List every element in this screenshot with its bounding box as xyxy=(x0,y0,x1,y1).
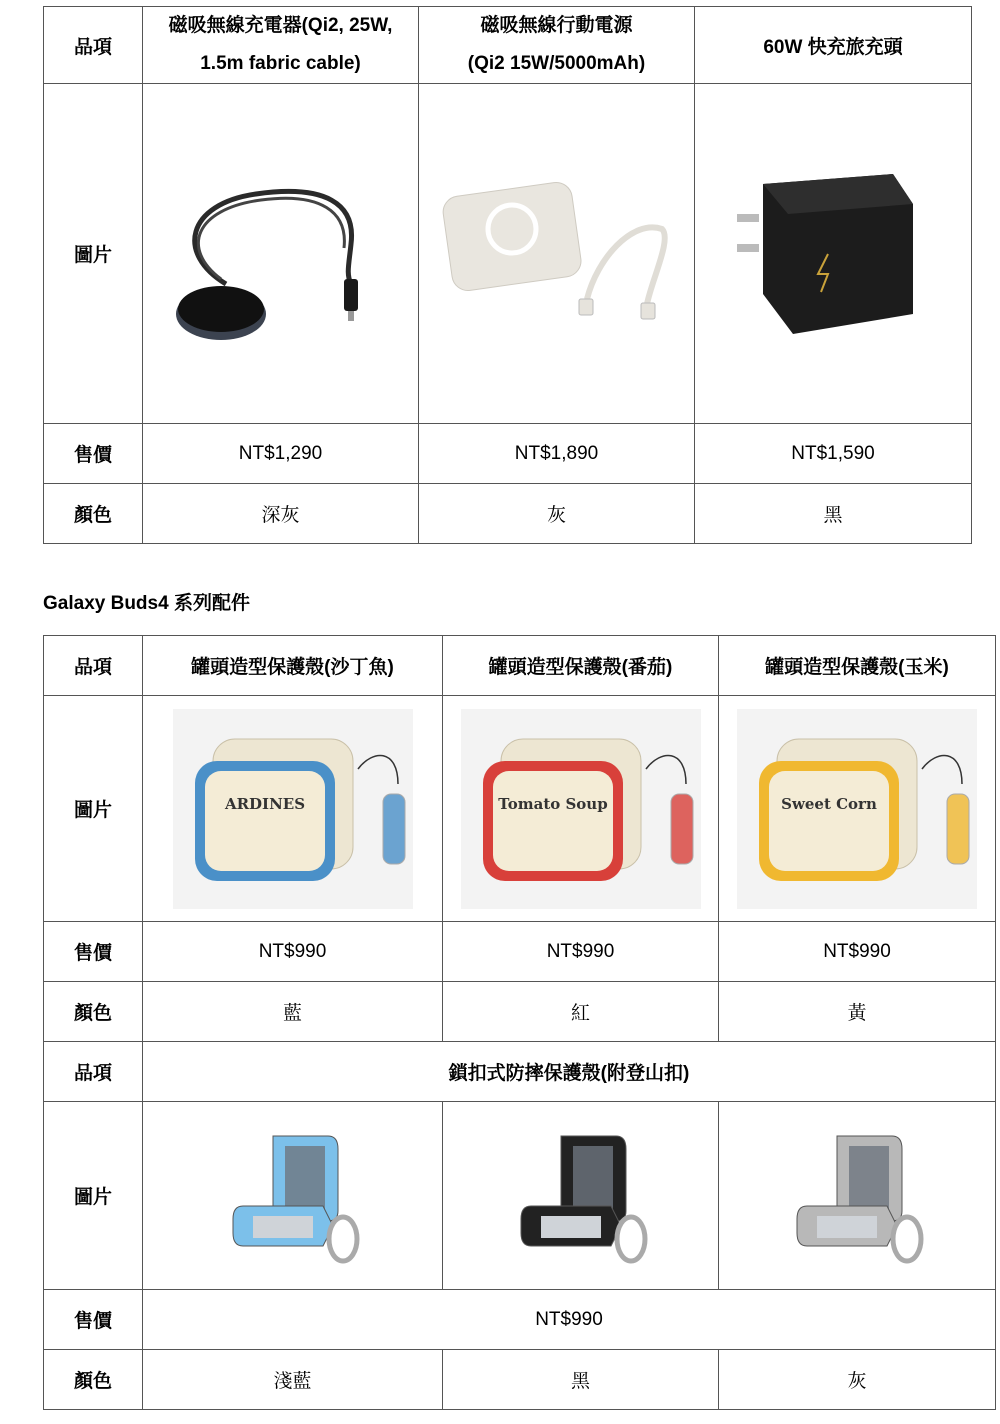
row-label-color: 顏色 xyxy=(44,1350,143,1410)
product-image-lock-case xyxy=(143,1102,443,1290)
product-name-line1: 60W 快充旅充頭 xyxy=(763,36,903,58)
color-value: 灰 xyxy=(419,484,695,544)
product-image-lock-case xyxy=(719,1102,996,1290)
product-name-line2: 1.5m fabric cable) xyxy=(200,53,361,74)
color-value: 黃 xyxy=(719,982,996,1042)
product-image-corn xyxy=(719,696,996,922)
product-name-sardine: 罐頭造型保護殼(沙丁魚) xyxy=(143,636,443,696)
product-name-line1: 磁吸無線充電器(Qi2, 25W, xyxy=(168,15,393,36)
price-row xyxy=(44,1290,996,1350)
product-image-sardine xyxy=(143,696,443,922)
product-image-powerbank xyxy=(419,84,695,424)
chargers-table xyxy=(43,6,972,544)
price-value: NT$990 xyxy=(443,922,719,982)
wireless-charger-icon xyxy=(166,164,396,344)
product-image-adapter xyxy=(695,84,972,424)
row-label-item: 品項 xyxy=(44,636,143,696)
lock-case-icon xyxy=(203,1121,383,1271)
product-name-adapter xyxy=(695,7,972,84)
row-label-price: 售價 xyxy=(44,922,143,982)
price-value: NT$990 xyxy=(719,922,996,982)
product-name-lock-case: 鎖扣式防摔保護殼(附登山扣) xyxy=(143,1042,996,1102)
color-value: 灰 xyxy=(719,1350,996,1410)
travel-adapter-icon xyxy=(733,164,933,344)
product-name-powerbank xyxy=(419,7,695,84)
row-label-color: 顏色 xyxy=(44,484,143,544)
price-value: NT$1,290 xyxy=(143,424,419,484)
can-case-icon xyxy=(737,709,977,909)
color-row xyxy=(44,1350,996,1410)
section-title: Galaxy Buds4 系列配件 xyxy=(43,593,250,614)
image-row xyxy=(44,696,996,922)
price-row xyxy=(44,424,972,484)
price-value: NT$1,590 xyxy=(695,424,972,484)
color-value: 深灰 xyxy=(143,484,419,544)
color-value: 淺藍 xyxy=(143,1350,443,1410)
color-value: 黑 xyxy=(695,484,972,544)
image-row xyxy=(44,84,972,424)
row-label-color: 顏色 xyxy=(44,982,143,1042)
product-name-line2: (Qi2 15W/5000mAh) xyxy=(467,53,646,74)
can-label-text: Sweet Corn xyxy=(781,794,877,813)
color-row xyxy=(44,484,972,544)
row-label-image: 圖片 xyxy=(44,84,143,424)
product-image-tomato xyxy=(443,696,719,922)
image-row xyxy=(44,1102,996,1290)
row-label-image: 圖片 xyxy=(44,1102,143,1290)
can-case-icon xyxy=(173,709,413,909)
row-label-price: 售價 xyxy=(44,424,143,484)
product-name-tomato: 罐頭造型保護殼(番茄) xyxy=(443,636,719,696)
lock-case-icon xyxy=(767,1121,947,1271)
item-row xyxy=(44,1042,996,1102)
row-label-item: 品項 xyxy=(44,7,143,84)
price-value: NT$990 xyxy=(143,922,443,982)
product-name-corn: 罐頭造型保護殼(玉米) xyxy=(719,636,996,696)
can-label-text: ARDINES xyxy=(224,794,305,813)
row-label-item: 品項 xyxy=(44,1042,143,1102)
color-value: 黑 xyxy=(443,1350,719,1410)
product-image-charger xyxy=(143,84,419,424)
can-case-icon xyxy=(461,709,701,909)
item-row xyxy=(44,7,972,84)
color-value: 紅 xyxy=(443,982,719,1042)
item-row xyxy=(44,636,996,696)
color-row xyxy=(44,982,996,1042)
product-image-lock-case xyxy=(443,1102,719,1290)
product-name-line1: 磁吸無線行動電源 xyxy=(480,15,633,36)
buds-accessories-table xyxy=(43,635,996,1410)
price-value: NT$1,890 xyxy=(419,424,695,484)
price-value: NT$990 xyxy=(143,1290,996,1350)
can-label-text: Tomato Soup xyxy=(497,794,608,813)
row-label-image: 圖片 xyxy=(44,696,143,922)
row-label-price: 售價 xyxy=(44,1290,143,1350)
lock-case-icon xyxy=(491,1121,671,1271)
price-row xyxy=(44,922,996,982)
power-bank-icon xyxy=(437,179,677,329)
product-name-charger xyxy=(143,7,419,84)
color-value: 藍 xyxy=(143,982,443,1042)
